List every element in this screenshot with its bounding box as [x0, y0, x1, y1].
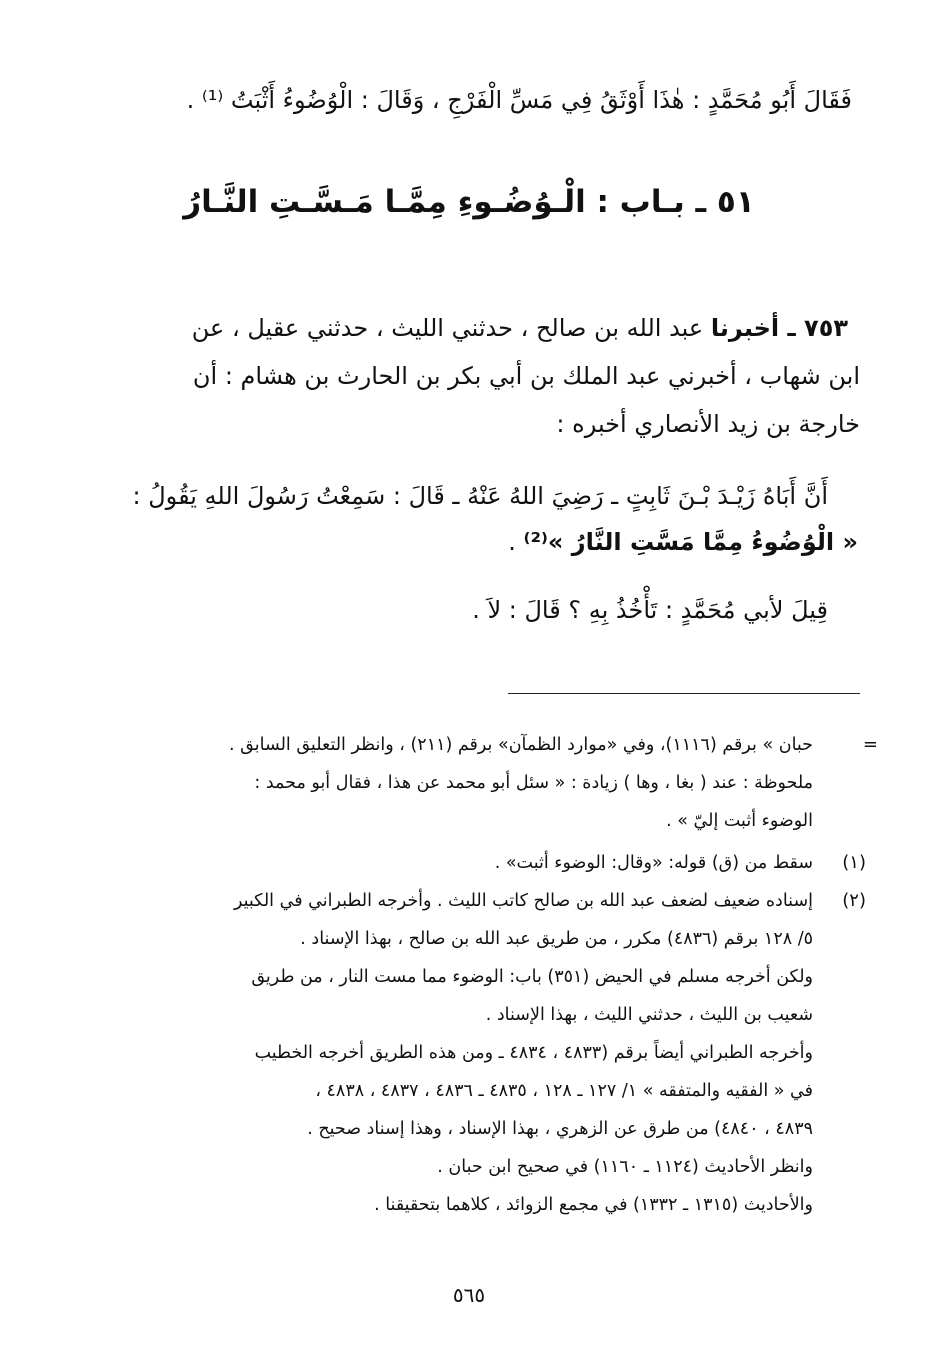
footnote-1-marker: (١): [842, 852, 866, 873]
footnote-1-text: سقط من (ق) قوله: «وقال: الوضوء أثبت» .: [494, 853, 813, 873]
footnote-2-line-6: في « الفقيه والمتفقه » ١/ ١٢٧ ـ ١٢٨ ، ٤٨٣٥ ـ ٤٨٣٦ ، ٤٨٣٧ ، ٤٨٣٨ ،: [315, 1081, 813, 1101]
hadith-isnad-1: عبد الله بن صالح ، حدثني الليث ، حدثني عقيل ، عن: [191, 314, 711, 342]
page-number: ٥٦٥: [452, 1283, 486, 1307]
footnote-cont-line-3: الوضوء أثبت إليّ » .: [666, 811, 813, 831]
hadith-line-3: خارجة بن زيد الأنصاري أخبره :: [556, 410, 860, 438]
hadith-line-2: ابن شهاب ، أخبرني عبد الملك بن أبي بكر بن الحارث بن هشام : أن: [192, 362, 860, 390]
footnote-separator: [508, 693, 860, 694]
footnote-2-line-5: وأخرجه الطبراني أيضاً برقم (٤٨٣٣ ، ٤٨٣٤ ـ ومن هذه الطريق أخرجه الخطيب: [254, 1043, 813, 1063]
hadith-line-1: [192, 306, 848, 350]
hadith-number: ٧٥٣ ـ أخبرنا: [710, 314, 848, 342]
footnote-2-line-9: والأحاديث (١٣١٥ ـ ١٣٣٢) في مجمع الزوائد ، كلاهما بتحقيقنا .: [374, 1195, 813, 1215]
continuation-marker: =: [862, 734, 878, 755]
footnote-cont-line-2: ملحوظة : عند ( بغا ، وها ) زيادة : « سئل أبو محمد عن هذا ، فقال أبو محمد :: [254, 773, 813, 793]
footnote-2-line-4: شعيب بن الليث ، حدثني الليث ، بهذا الإسناد .: [485, 1005, 813, 1025]
chapter-title: ٥١ ـ بـاب : الْـوُضُـوءِ مِمَّـا مَـسَّـتِ النَّـارُ: [183, 184, 755, 220]
matn-line-2: [508, 520, 858, 564]
footnote-2-line-2: ٥/ ١٢٨ برقم (٤٨٣٦) مكرر ، من طريق عبد الله بن صالح ، بهذا الإسناد .: [300, 929, 813, 949]
footnote-2-line-8: وانظر الأحاديث (١١٢٤ ـ ١١٦٠) في صحيح ابن حبان .: [437, 1157, 813, 1177]
footnote-cont-line-1: حبان » برقم (١١١٦)، وفي «موارد الظمآن» برقم (٢١١) ، وانظر التعليق السابق .: [229, 735, 813, 755]
footnote-2-marker: (٢): [842, 890, 866, 911]
footnote-2-line-3: ولكن أخرجه مسلم في الحيض (٣٥١) باب: الوضوء مما مست النار ، من طريق: [251, 967, 813, 987]
matn-quote: « الْوُضُوءُ مِمَّا مَسَّتِ النَّارُ »⁽²⁾: [523, 528, 858, 556]
question-line: قِيلَ لأبي مُحَمَّدٍ : تَأْخُذُ بِهِ ؟ قَالَ : لاَ .: [472, 596, 828, 624]
intro-line: فَقَالَ أَبُو مُحَمَّدٍ : هٰذَا أَوْثَقُ فِي مَسِّ الْفَرْجِ ، وَقَالَ : الْوُضُوءُ أَثْبَتُ ⁽¹⁾ .: [186, 86, 852, 114]
footnote-2-line-7: ٤٨٣٩ ، ٤٨٤٠) من طرق عن الزهري ، بهذا الإسناد ، وهذا إسناد صحيح .: [307, 1119, 813, 1139]
matn-end: .: [508, 528, 524, 556]
footnote-2-line-1: إسناده ضعيف لضعف عبد الله بن صالح كاتب الليث . وأخرجه الطبراني في الكبير: [233, 891, 813, 911]
matn-line-1: أَنَّ أَبَاهُ زَيْـدَ بْـنَ ثَابِتٍ ـ رَضِيَ اللهُ عَنْهُ ـ قَالَ : سَمِعْتُ رَسُولَ اللهِ يَقُولُ :: [132, 482, 828, 510]
